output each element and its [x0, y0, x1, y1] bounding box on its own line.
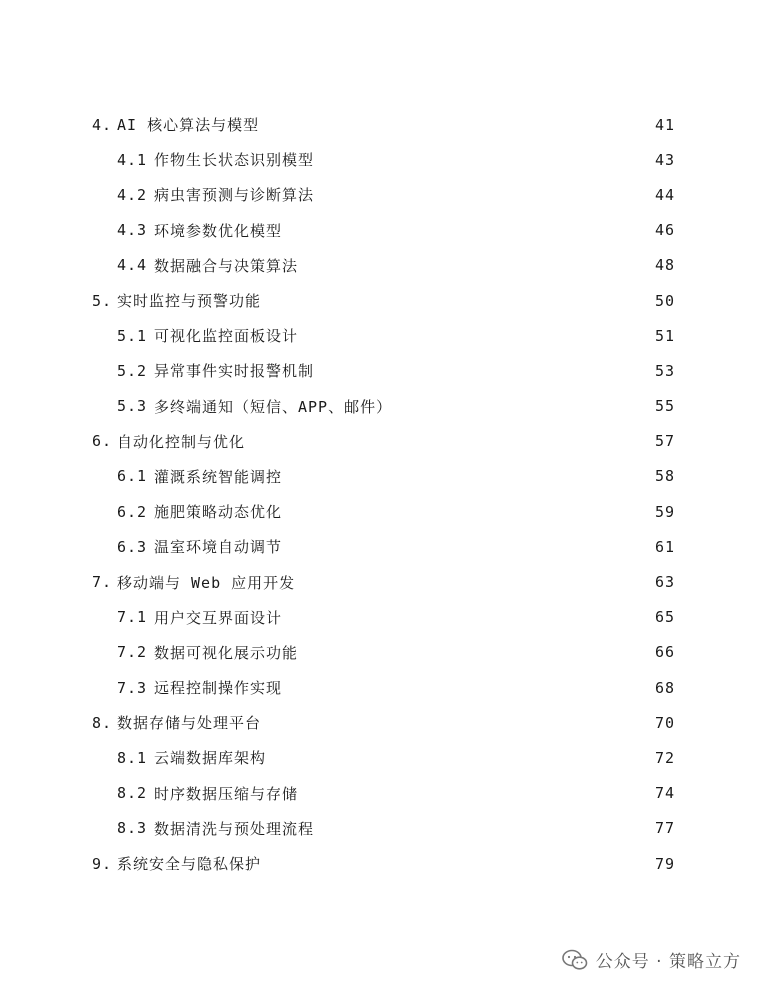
- toc-dot-leader: [396, 398, 641, 416]
- toc-title: 数据清洗与预处理流程: [154, 819, 315, 838]
- toc-page-number: 51: [654, 326, 675, 345]
- toc-dot-leader: [302, 644, 641, 662]
- toc-dot-leader: [249, 433, 641, 451]
- toc-number: 9.: [92, 854, 113, 873]
- toc-page-number: 59: [654, 502, 675, 521]
- toc-section-row[interactable]: [0, 635, 765, 670]
- toc-number: 6.2: [117, 502, 148, 521]
- toc-dot-leader: [318, 152, 641, 170]
- toc-dot-leader: [318, 363, 641, 381]
- toc-section-row[interactable]: [0, 213, 765, 248]
- toc-section-row[interactable]: [0, 600, 765, 635]
- toc-dot-leader: [286, 468, 641, 486]
- toc-section-row[interactable]: [0, 177, 765, 212]
- toc-page-number: 61: [654, 537, 675, 556]
- toc-title: 时序数据压缩与存储: [154, 784, 299, 803]
- toc-page-number: 57: [654, 432, 675, 451]
- toc-chapter-row[interactable]: [0, 705, 765, 740]
- toc-dot-leader: [265, 715, 641, 733]
- toc-page-number: 46: [654, 221, 675, 240]
- toc-title: AI 核心算法与模型: [117, 116, 260, 135]
- toc-section-row[interactable]: [0, 318, 765, 353]
- toc-dot-leader: [286, 504, 641, 522]
- toc-number: 5.3: [117, 397, 148, 416]
- toc-dot-leader: [299, 574, 641, 592]
- toc-page-number: 55: [654, 397, 675, 416]
- toc-number: 5.1: [117, 326, 148, 345]
- toc-page-number: 72: [654, 748, 675, 767]
- toc-page-number: 65: [654, 608, 675, 627]
- wechat-icon: [562, 949, 588, 971]
- toc-page-number: 63: [654, 573, 675, 592]
- toc-title: 可视化监控面板设计: [154, 327, 299, 346]
- toc-dot-leader: [302, 785, 641, 803]
- toc-number: 7.: [92, 573, 113, 592]
- toc-title: 数据融合与决策算法: [154, 256, 299, 275]
- toc-title: 多终端通知（短信、APP、邮件）: [154, 397, 393, 416]
- toc-number: 4.2: [117, 185, 148, 204]
- toc-dot-leader: [263, 117, 641, 135]
- toc-section-row[interactable]: [0, 811, 765, 846]
- toc-dot-leader: [318, 820, 641, 838]
- toc-section-row[interactable]: [0, 248, 765, 283]
- toc-title: 云端数据库架构: [154, 749, 267, 768]
- toc-page-number: 68: [654, 678, 675, 697]
- toc-chapter-row[interactable]: [0, 107, 765, 142]
- toc-page-number: 41: [654, 115, 675, 134]
- toc-page-number: 53: [654, 361, 675, 380]
- toc-page-number: 77: [654, 819, 675, 838]
- toc-page-number: 74: [654, 784, 675, 803]
- toc-number: 4.4: [117, 256, 148, 275]
- toc-chapter-row[interactable]: [0, 846, 765, 881]
- toc-title: 环境参数优化模型: [154, 221, 283, 240]
- toc-number: 8.: [92, 713, 113, 732]
- toc-chapter-row[interactable]: [0, 424, 765, 459]
- toc-title: 灌溉系统智能调控: [154, 467, 283, 486]
- toc-dot-leader: [265, 293, 641, 311]
- toc-page-number: 70: [654, 713, 675, 732]
- toc-title: 温室环境自动调节: [154, 538, 283, 557]
- toc-section-row[interactable]: [0, 740, 765, 775]
- toc-title: 数据存储与处理平台: [117, 714, 262, 733]
- toc-title: 病虫害预测与诊断算法: [154, 186, 315, 205]
- toc-dot-leader: [270, 750, 641, 768]
- toc-number: 6.3: [117, 537, 148, 556]
- toc-page-number: 58: [654, 467, 675, 486]
- toc-section-row[interactable]: [0, 142, 765, 177]
- toc-title: 自动化控制与优化: [117, 432, 246, 451]
- toc-title: 系统安全与隐私保护: [117, 855, 262, 874]
- toc-number: 5.2: [117, 361, 148, 380]
- toc-number: 8.1: [117, 748, 148, 767]
- toc-number: 8.2: [117, 784, 148, 803]
- toc-section-row[interactable]: [0, 670, 765, 705]
- toc-title: 用户交互界面设计: [154, 608, 283, 627]
- watermark: [562, 947, 741, 972]
- toc-chapter-row[interactable]: [0, 283, 765, 318]
- toc-title: 作物生长状态识别模型: [154, 151, 315, 170]
- toc-title: 异常事件实时报警机制: [154, 362, 315, 381]
- toc-section-row[interactable]: [0, 389, 765, 424]
- toc-number: 7.2: [117, 643, 148, 662]
- toc-number: 6.: [92, 432, 113, 451]
- toc-number: 6.1: [117, 467, 148, 486]
- toc-page-number: 48: [654, 256, 675, 275]
- toc-dot-leader: [302, 328, 641, 346]
- toc-title: 远程控制操作实现: [154, 679, 283, 698]
- toc-dot-leader: [286, 609, 641, 627]
- toc-section-row[interactable]: [0, 529, 765, 564]
- toc-number: 4.: [92, 115, 113, 134]
- toc-dot-leader: [318, 187, 641, 205]
- toc-title: 移动端与 Web 应用开发: [117, 573, 296, 592]
- table-of-contents: [0, 107, 765, 881]
- toc-dot-leader: [265, 856, 641, 874]
- toc-dot-leader: [302, 257, 641, 275]
- toc-dot-leader: [286, 680, 641, 698]
- toc-dot-leader: [286, 539, 641, 557]
- toc-section-row[interactable]: [0, 459, 765, 494]
- toc-number: 7.3: [117, 678, 148, 697]
- toc-title: 实时监控与预警功能: [117, 292, 262, 311]
- watermark-text: 公众号 · 策略立方: [595, 952, 741, 972]
- toc-page-number: 79: [654, 854, 675, 873]
- toc-section-row[interactable]: [0, 494, 765, 529]
- toc-page-number: 50: [654, 291, 675, 310]
- toc-page-number: 44: [654, 185, 675, 204]
- toc-number: 4.1: [117, 150, 148, 169]
- toc-number: 5.: [92, 291, 113, 310]
- toc-title: 施肥策略动态优化: [154, 503, 283, 522]
- toc-page-number: 43: [654, 150, 675, 169]
- toc-dot-leader: [286, 222, 641, 240]
- toc-number: 4.3: [117, 221, 148, 240]
- toc-section-row[interactable]: [0, 353, 765, 388]
- toc-chapter-row[interactable]: [0, 564, 765, 599]
- toc-number: 8.3: [117, 819, 148, 838]
- toc-page-number: 66: [654, 643, 675, 662]
- toc-title: 数据可视化展示功能: [154, 643, 299, 662]
- toc-number: 7.1: [117, 608, 148, 627]
- toc-section-row[interactable]: [0, 776, 765, 811]
